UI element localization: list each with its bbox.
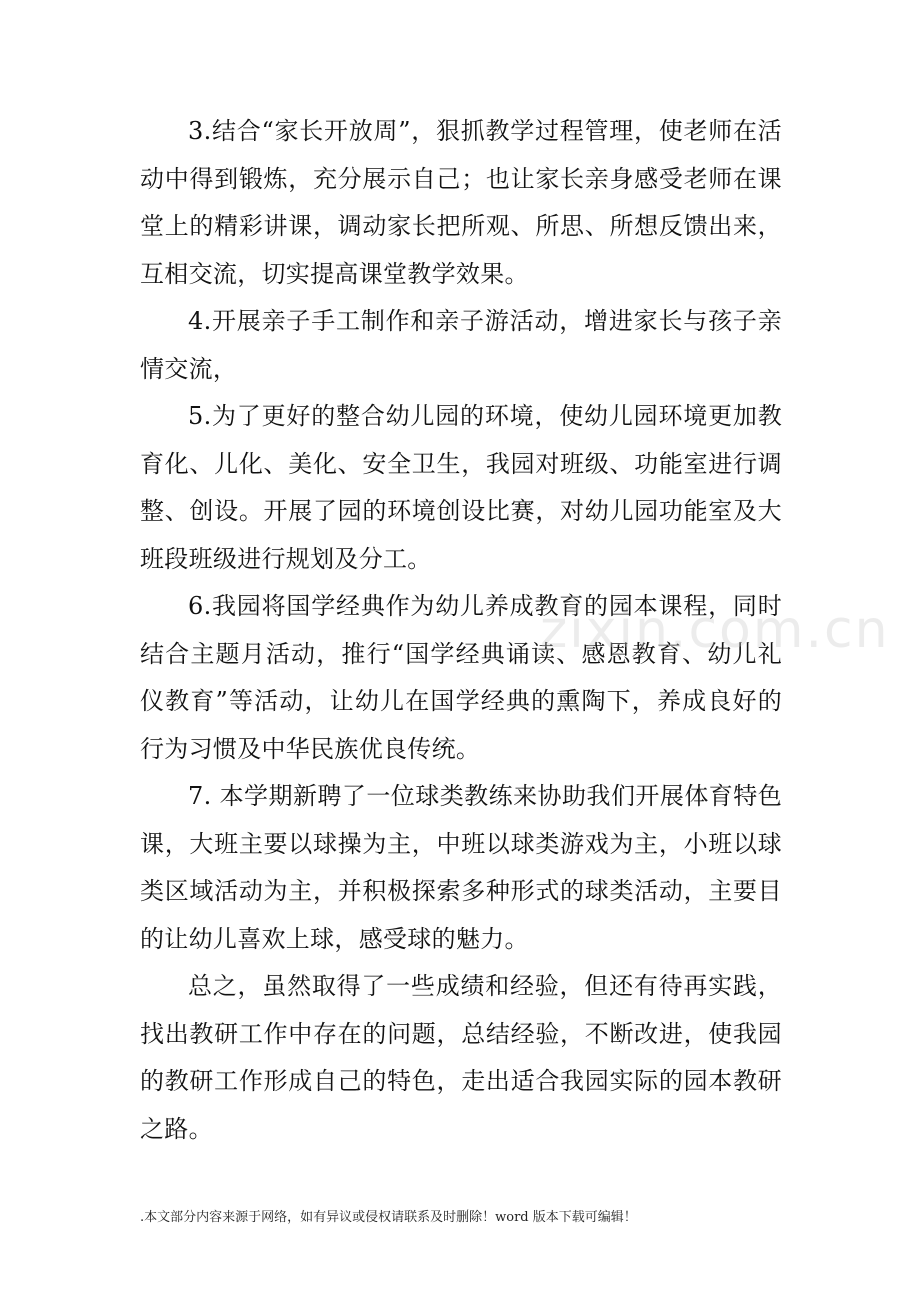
footer-disclaimer: .本文部分内容来源于网络，如有异议或侵权请联系及时删除！word 版本下载可编辑！ <box>140 1210 637 1225</box>
paragraph-item-7: 7. 本学期新聘了一位球类教练来协助我们开展体育特色课，大班主要以球操为主，中班以球类游戏为主，小班以球类区域活动为主，并积极探索多种形式的球类活动，主要目的让幼儿喜欢上球，感受球的魅力。 <box>140 782 782 953</box>
paragraph-item-6: 6.我园将国学经典作为幼儿养成教育的园本课程，同时结合主题月活动，推行“国学经典诵读、感恩教育、幼儿礼仪教育”等活动，让幼儿在国学经典的熏陶下，养成良好的行为习惯及中华民族优良传统。 <box>140 592 782 763</box>
paragraph-item-4: 4.开展亲子手工制作和亲子游活动，增进家长与孩子亲情交流， <box>140 307 782 383</box>
document-body <box>140 108 782 1153</box>
paragraph-item-5: 5.为了更好的整合幼儿园的环境，使幼儿园环境更加教育化、儿化、美化、安全卫生，我园对班级、功能室进行调整、创设。开展了园的环境创设比赛，对幼儿园功能室及大班段班级进行规划及分工。 <box>140 402 782 573</box>
paragraph-item-3: 3.结合“家长开放周”，狠抓教学过程管理，使老师在活动中得到锻炼，充分展示自己；也让家长亲身感受老师在课堂上的精彩讲课，调动家长把所观、所思、所想反馈出来，互相交流，切实提高课堂教学效果。 <box>140 117 782 288</box>
watermark: zixin.com.cn <box>540 600 890 660</box>
paragraph-conclusion: 总之，虽然取得了一些成绩和经验，但还有待再实践，找出教研工作中存在的问题，总结经验，不断改进，使我园的教研工作形成自己的特色，走出适合我园实际的园本教研之路。 <box>140 972 782 1143</box>
